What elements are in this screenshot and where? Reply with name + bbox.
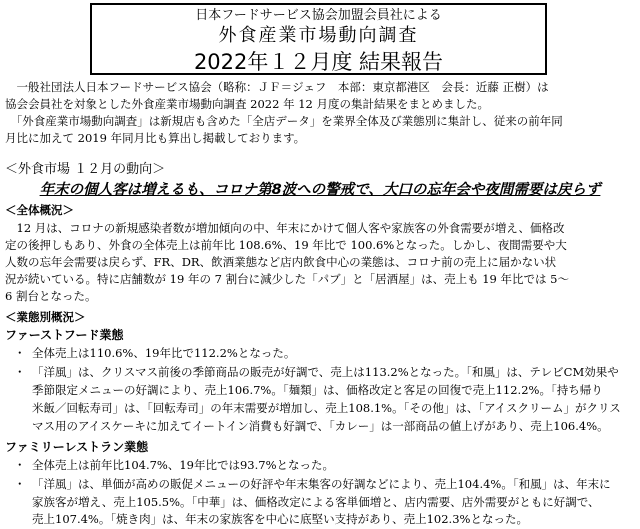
overall-line: 人数の忘年会需要は戻らず、FR、DR、飲酒業態など店内飲食中心の業態は、コロナ前の売上に届かない状 (5, 255, 557, 269)
intro-line: 協会会員社を対象とした外食産業市場動向調査 2022 年 12 月度の集計結果をまとめました。 (5, 97, 490, 111)
report-title: 2022年１２月度 結果報告 (193, 50, 444, 74)
list-item (14, 345, 634, 362)
intro-line: 「外食産業市場動向調査」は新規店も含めた「全店データ」を業界全体及び業態別に集計し、従来の前年同 (5, 114, 563, 128)
title-box (90, 3, 547, 75)
overall-line: 12 月は、コロナの新規感染者数が増加傾向の中、年末にかけて個人客や家族客の外食需要が増え、価格改 (5, 221, 565, 235)
bullet-continuation: 売上107.4%。「焼き肉」は、年末の家族客を中心に底堅い支持があり、売上102.3%となった。 (32, 512, 528, 526)
overall-line: 6 割台となった。 (5, 289, 97, 303)
list-item (14, 476, 634, 493)
bullet-continuation: 家族客が増え、売上105.5%。「中華」は、価格改定による客単価増と、店内需要、店外需要がともに好調で、 (32, 495, 600, 509)
bullet-text: 全体売上は110.6%、19年比で112.2%となった。 (32, 346, 296, 360)
bullet-text: 「洋風」は、クリスマス前後の季節商品の販売が好調で、売上は113.2%となった。「和風」は、テレビCM効果や (32, 365, 619, 379)
header-line-2: 外食産業市場動向調査 (218, 25, 419, 46)
bullet-continuation: 米飯／回転寿司」は、「回転寿司」の年末需要が増加し、売上108.1%。「その他」は、「アイスクリーム」がクリス (32, 401, 621, 415)
overall-line: 況が続いている。特に店舗数が 19 年の 7 割台に減少した「パブ」と「居酒屋」は、売上も 19 年比では 5～ (5, 272, 569, 286)
bullet-continuation: マス用のアイスケーキに加えてイートイン消費も好調で、「カレー」は一部商品の値上げがあり、売上106.4%。 (32, 419, 609, 433)
overall-line: 定の後押しもあり、外食の全体売上は前年比 108.6%、19 年比で 100.6%となった。しかし、夜間需要や大 (5, 238, 567, 252)
intro-line: 月比に加えて 2019 年同月比も算出し掲載しております。 (5, 131, 306, 145)
overall-heading: ＜全体概況＞ (5, 203, 74, 217)
intro-line: 一般社団法人日本フードサービス協会（略称：ＪＦ＝ジェフ 本部：東京都港区 会長：近藤 正樹）は (5, 80, 549, 94)
bullet-mark: ・ (14, 365, 26, 379)
headline: 年末の個人客は増えるも、コロナ第8波への警戒で、大口の忘年会や夜間需要は戻らず (39, 182, 601, 198)
bullet-mark: ・ (14, 346, 26, 360)
bullet-mark: ・ (14, 477, 26, 491)
family-restaurant-heading: ファミリーレストラン業態 (5, 440, 149, 454)
bullet-text: 全体売上は前年比104.7%、19年比では93.7%となった。 (32, 458, 335, 472)
header-line-1: 日本フードサービス協会加盟会員社による (195, 8, 442, 23)
market-heading: ＜外食市場 １２月の動向＞ (5, 162, 166, 177)
list-item (14, 364, 634, 381)
bullet-mark: ・ (14, 458, 26, 472)
list-item (14, 457, 634, 474)
fast-food-heading: ファーストフード業態 (5, 328, 124, 342)
bullet-text: 「洋風」は、単価が高めの販促メニューの好評や年末集客の好調などにより、売上104.4%。「和風」は、年末に (32, 477, 611, 491)
by-type-heading: ＜業態別概況＞ (5, 310, 86, 324)
bullet-continuation: 季節限定メニューの好調により、売上106.7%。「麺類」は、価格改定と客足の回復で売上112.2%。「持ち帰り (32, 383, 603, 397)
